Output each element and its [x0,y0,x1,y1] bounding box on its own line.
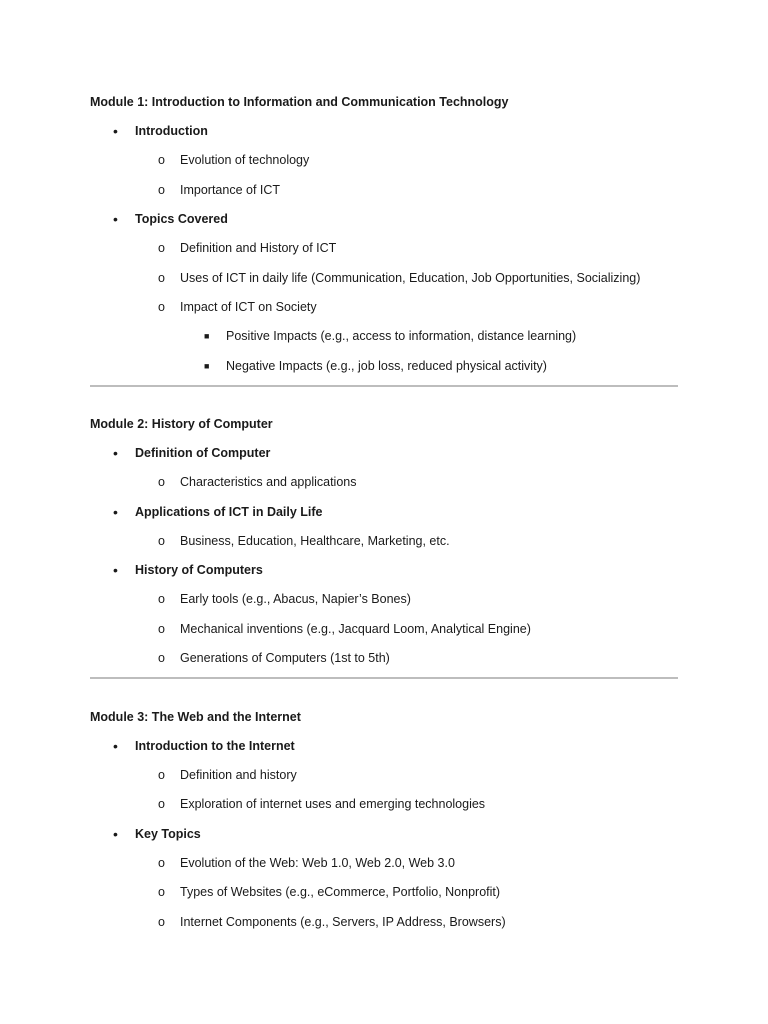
list-item: Generations of Computers (1st to 5th) [180,651,390,665]
list-item: Business, Education, Healthcare, Marketing, etc. [180,534,450,548]
sub-bullet-marker: o [158,768,165,782]
bullet-marker: • [113,562,118,578]
section-applications-of-ict: Applications of ICT in Daily Life [135,505,323,519]
sub-bullet-marker: o [158,534,165,548]
horizontal-divider [90,385,678,387]
list-item: Evolution of technology [180,153,310,167]
list-item: Uses of ICT in daily life (Communication, Education, Job Opportunities, Socializing) [180,271,641,285]
bullet-marker: • [113,504,118,520]
sub-bullet-marker: o [158,241,165,255]
bullet-marker: • [113,445,118,461]
sub-bullet-marker: o [158,856,165,870]
sub-bullet-marker: o [158,271,165,285]
list-item: Definition and history [180,768,297,782]
list-item: Definition and History of ICT [180,241,337,255]
sub-bullet-marker: o [158,475,165,489]
sub-bullet-marker: o [158,153,165,167]
list-item: Exploration of internet uses and emerging technologies [180,797,486,811]
bullet-marker: • [113,123,118,139]
sub-bullet-marker: o [158,592,165,606]
sub-bullet-marker: o [158,622,165,636]
horizontal-divider [90,677,678,679]
list-subitem: Positive Impacts (e.g., access to information, distance learning) [226,329,577,343]
square-bullet-marker: ■ [204,331,210,341]
section-topics-covered: Topics Covered [135,212,228,226]
section-history-of-computers: History of Computers [135,563,263,577]
section-introduction: Introduction [135,124,208,138]
list-item: Mechanical inventions (e.g., Jacquard Loom, Analytical Engine) [180,622,531,636]
list-item: Evolution of the Web: Web 1.0, Web 2.0, Web 3.0 [180,856,455,870]
bullet-marker: • [113,211,118,227]
module-3-title: Module 3: The Web and the Internet [90,710,301,724]
section-key-topics: Key Topics [135,827,201,841]
bullet-marker: • [113,738,118,754]
list-item: Internet Components (e.g., Servers, IP Address, Browsers) [180,915,506,929]
list-item: Importance of ICT [180,183,281,197]
list-item: Impact of ICT on Society [180,300,317,314]
list-item: Early tools (e.g., Abacus, Napier’s Bones) [180,592,411,606]
module-2-title: Module 2: History of Computer [90,417,273,431]
module-1-title: Module 1: Introduction to Information and Communication Technology [90,95,509,109]
sub-bullet-marker: o [158,885,165,899]
square-bullet-marker: ■ [204,361,210,371]
list-item: Characteristics and applications [180,475,357,489]
sub-bullet-marker: o [158,183,165,197]
bullet-marker: • [113,826,118,842]
sub-bullet-marker: o [158,651,165,665]
sub-bullet-marker: o [158,915,165,929]
sub-bullet-marker: o [158,797,165,811]
section-definition-of-computer: Definition of Computer [135,446,271,460]
list-item: Types of Websites (e.g., eCommerce, Portfolio, Nonprofit) [180,885,501,899]
section-introduction-to-internet: Introduction to the Internet [135,739,295,753]
list-subitem: Negative Impacts (e.g., job loss, reduced physical activity) [226,359,547,373]
sub-bullet-marker: o [158,300,165,314]
